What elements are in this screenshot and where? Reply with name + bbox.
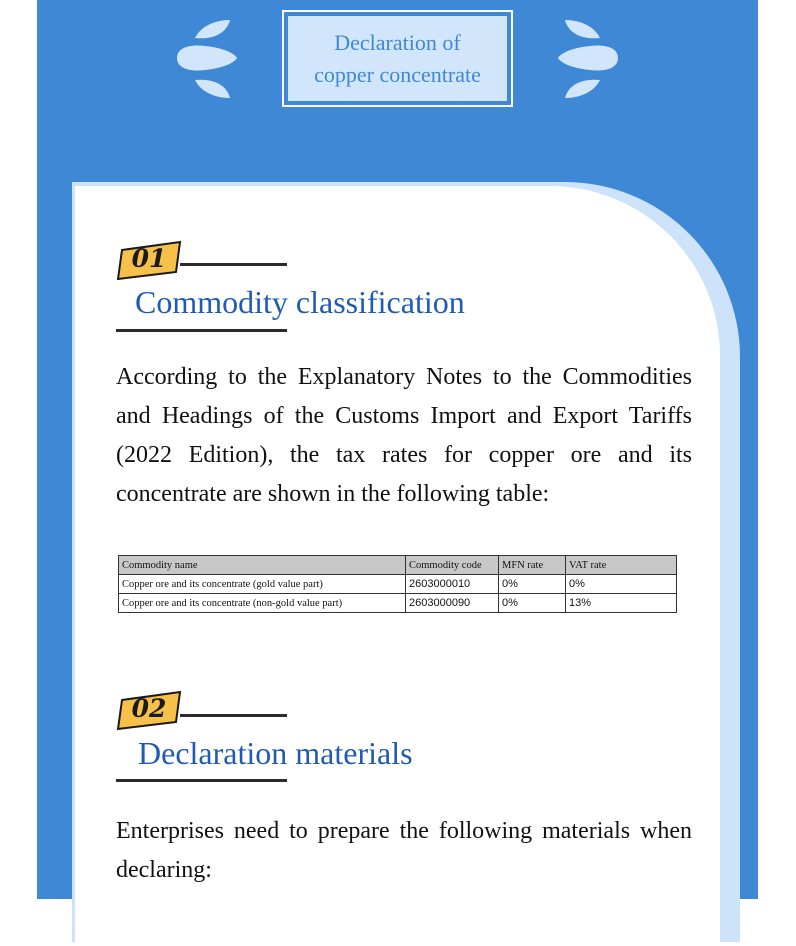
badge-line <box>180 263 287 266</box>
table-header-row <box>119 556 677 575</box>
section-badge-02 <box>116 690 178 726</box>
badge-line <box>180 714 287 717</box>
table-row <box>119 594 677 613</box>
page-title-line2: copper concentrate <box>314 61 481 87</box>
table-cell: Copper ore and its concentrate (gold value part) <box>119 575 406 594</box>
table-cell: 13% <box>566 594 677 613</box>
section-underline <box>116 329 287 332</box>
table-header-cell: Commodity name <box>119 556 406 575</box>
tax-rate-table <box>118 555 677 613</box>
section-underline <box>116 779 287 782</box>
section-number: 02 <box>131 693 167 723</box>
droplet-decoration-left-icon <box>175 16 239 102</box>
table-cell: 0% <box>566 575 677 594</box>
section-title-commodity-classification: Commodity classification <box>135 284 465 320</box>
table-header-cell: VAT rate <box>566 556 677 575</box>
title-inner <box>288 16 507 101</box>
table-cell: 0% <box>499 575 566 594</box>
section-number: 01 <box>131 243 167 273</box>
section-title-declaration-materials: Declaration materials <box>138 735 413 771</box>
section-badge-01 <box>116 240 178 276</box>
table-row <box>119 575 677 594</box>
page-title-line1: Declaration of <box>334 29 461 55</box>
table-cell: 2603000010 <box>406 575 499 594</box>
droplet-decoration-right-icon <box>556 16 620 102</box>
table-cell: 2603000090 <box>406 594 499 613</box>
table-cell: 0% <box>499 594 566 613</box>
table-header-cell: MFN rate <box>499 556 566 575</box>
section-paragraph: Enterprises need to prepare the following materials when declaring: <box>116 818 692 883</box>
table-cell: Copper ore and its concentrate (non-gold value part) <box>119 594 406 613</box>
title-box <box>282 10 513 107</box>
table-header-cell: Commodity code <box>406 556 499 575</box>
section-paragraph: According to the Explanatory Notes to the Commodities and Headings of the Customs Import and Export Tariffs (2022 Edition), the tax rates for copper ore and its concentrate are shown in the following table: <box>116 364 692 507</box>
